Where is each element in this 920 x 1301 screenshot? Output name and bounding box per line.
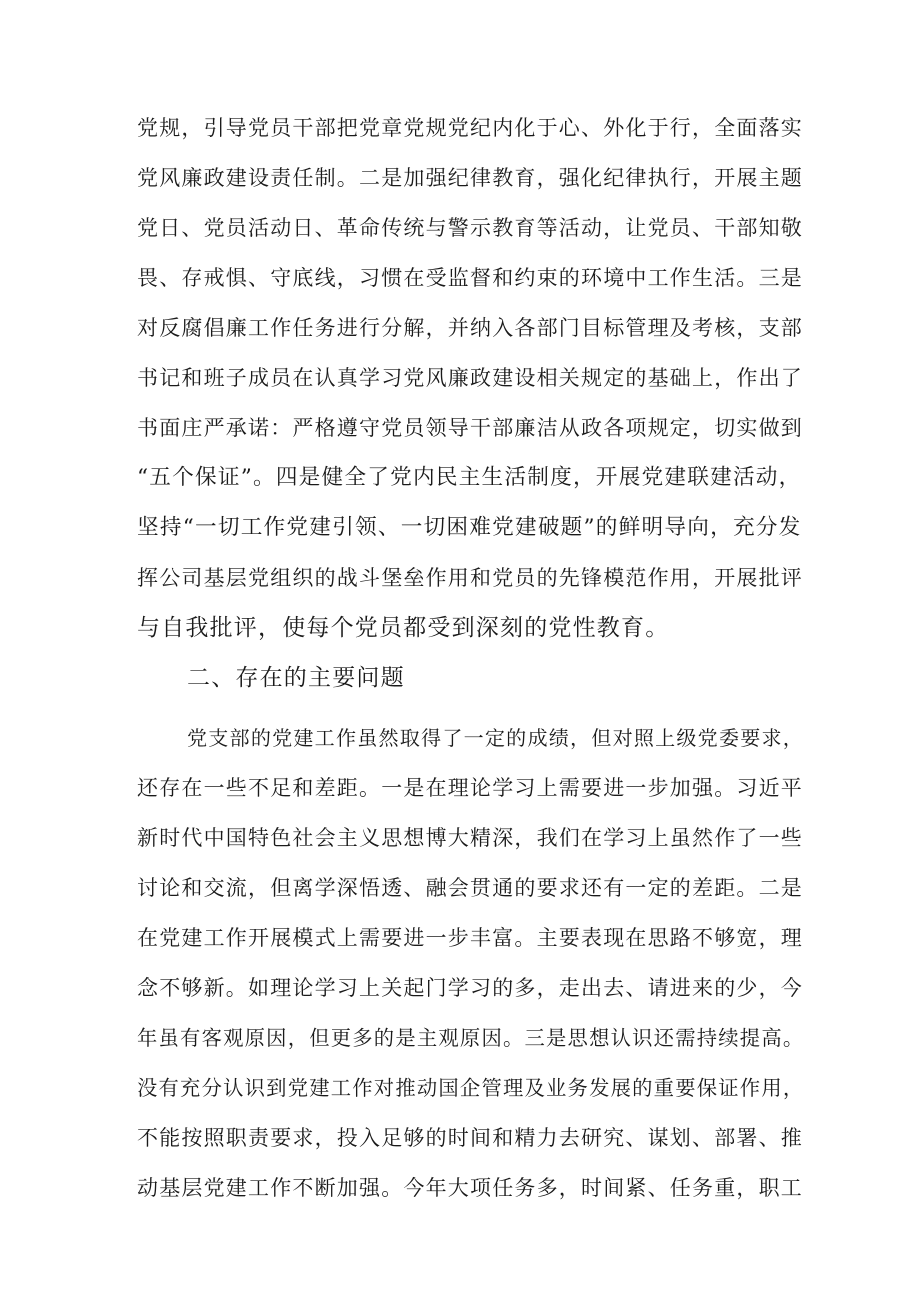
section-heading: 二、存在的主要问题 — [187, 665, 405, 691]
paragraph-2-line-3: 新时代中国特色社会主义思想博大精深，我们在学习上虽然作了一些 — [137, 826, 803, 850]
paragraph-2-line-7: 年虽有客观原因，但更多的是主观原因。三是思想认识还需持续提高。 — [137, 1026, 805, 1050]
paragraph-2-line-1: 党支部的党建工作虽然取得了一定的成绩，但对照上级党委要求， — [187, 726, 805, 750]
paragraph-1-line-8: “五个保证”。四是健全了党内民主生活制度，开展党建联建活动， — [137, 465, 802, 490]
paragraph-1-line-3: 党日、党员活动日、革命传统与警示教育等活动，让党员、干部知敬 — [137, 216, 803, 240]
paragraph-2-line-8: 没有充分认识到党建工作对推动国企管理及业务发展的重要保证作用， — [137, 1076, 805, 1100]
paragraph-1-line-1: 党规，引导党员干部把党章党规党纪内化于心、外化于行，全面落实 — [137, 116, 803, 140]
paragraph-1-line-9: 坚持“一切工作党建引领、一切困难党建破题”的鲜明导向，充分发 — [137, 515, 802, 540]
paragraph-1-line-6: 书记和班子成员在认真学习党风廉政建设相关规定的基础上，作出了 — [137, 366, 803, 390]
paragraph-2-line-5: 在党建工作开展模式上需要进一步丰富。主要表现在思路不够宽，理 — [137, 926, 803, 950]
paragraph-1-line-10: 挥公司基层党组织的战斗堡垒作用和党员的先锋模范作用，开展批评 — [137, 566, 803, 590]
paragraph-1-line-11: 与自我批评，使每个党员都受到深刻的党性教育。 — [137, 615, 670, 641]
paragraph-2-line-2: 还存在一些不足和差距。一是在理论学习上需要进一步加强。习近平 — [137, 776, 803, 800]
paragraph-2-line-4: 讨论和交流，但离学深悟透、融会贯通的要求还有一定的差距。二是 — [137, 876, 803, 900]
paragraph-1-line-7: 书面庄严承诺：严格遵守党员领导干部廉洁从政各项规定，切实做到 — [137, 416, 803, 440]
paragraph-1-line-5: 对反腐倡廉工作任务进行分解，并纳入各部门目标管理及考核，支部 — [137, 316, 803, 340]
paragraph-2-line-6: 念不够新。如理论学习上关起门学习的多，走出去、请进来的少，今 — [137, 976, 803, 1000]
paragraph-2-line-10: 动基层党建工作不断加强。今年大项任务多，时间紧、任务重，职工 — [137, 1176, 803, 1200]
paragraph-2-line-9: 不能按照职责要求，投入足够的时间和精力去研究、谋划、部署、推 — [137, 1126, 803, 1150]
paragraph-1-line-2: 党风廉政建设责任制。二是加强纪律教育，强化纪律执行，开展主题 — [137, 166, 803, 190]
paragraph-1-line-4: 畏、存戒惧、守底线，习惯在受监督和约束的环境中工作生活。三是 — [137, 266, 803, 290]
